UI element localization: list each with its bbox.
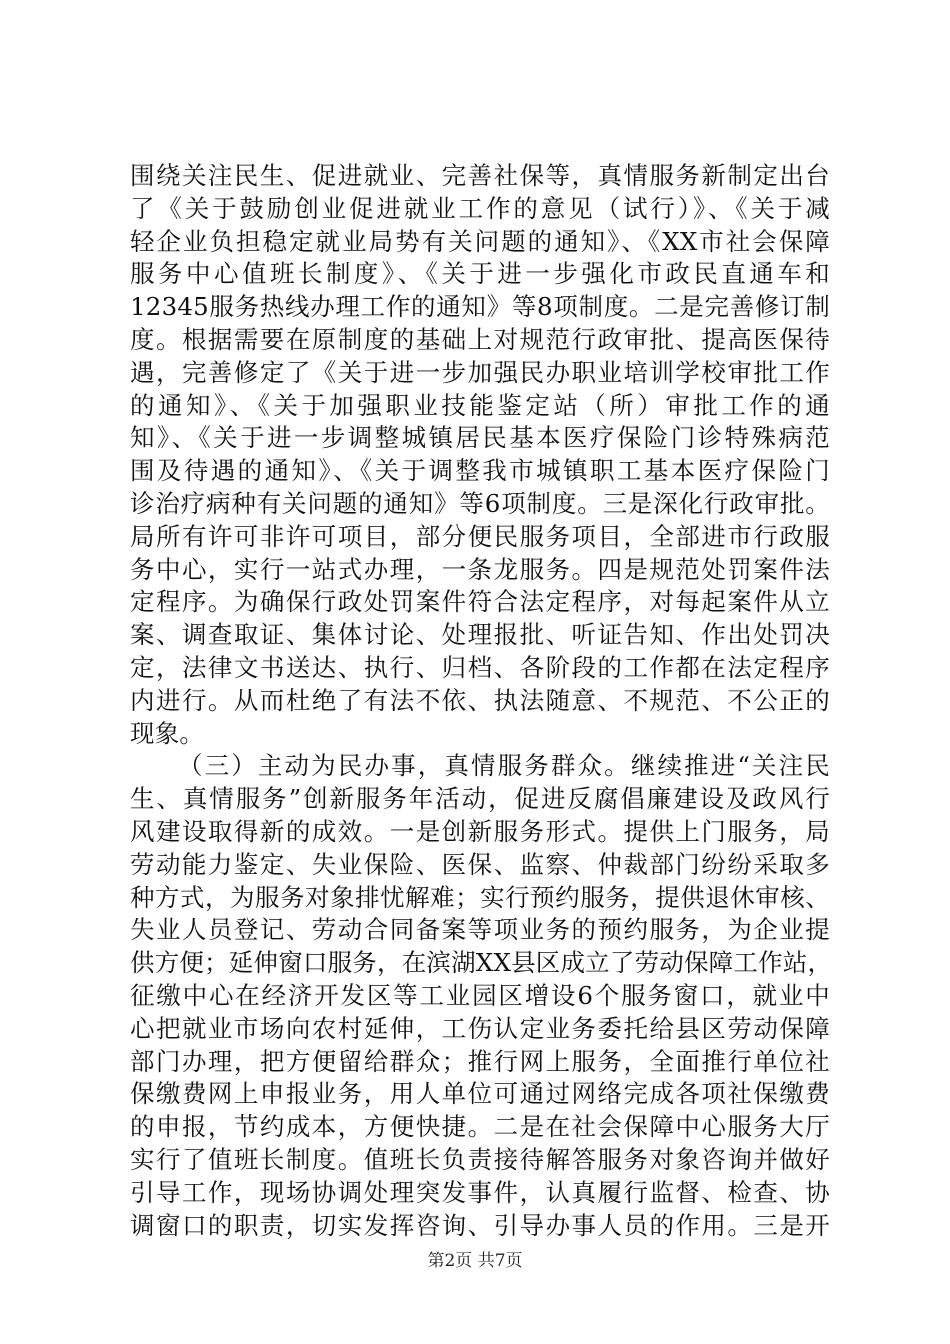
text-line: 内进行。从而杜绝了有法不依、执法随意、不规范、不公正的 (130, 685, 830, 715)
text-line: 轻企业负担稳定就业局势有关问题的通知》、《XX市社会保障 (130, 226, 830, 256)
text-line: 案、调查取证、集体讨论、处理报批、听证告知、作出处罚决 (130, 620, 830, 650)
text-line: 知》、《关于进一步调整城镇居民基本医疗保险门诊特殊病范 (130, 423, 830, 453)
text-line: 定，法律文书送达、执行、归档、各阶段的工作都在法定程序 (130, 652, 830, 682)
text-line: 围绕关注民生、促进就业、完善社保等，真情服务新制定出台 (130, 161, 830, 190)
text-line: 部门办理，把方便留给群众；推行网上服务，全面推行单位社 (130, 1046, 830, 1076)
text-line: 12345服务热线办理工作的通知》等8项制度。二是完善修订制 (130, 292, 830, 322)
text-line: 生、真情服务”创新服务年活动，促进反腐倡廉建设及政风行 (130, 784, 830, 814)
text-line: 风建设取得新的成效。一是创新服务形式。提供上门服务，局 (130, 816, 830, 846)
text-line: 的通知》、《关于加强职业技能鉴定站（所）审批工作的通 (130, 390, 830, 420)
text-line: 心把就业市场向农村延伸，工伤认定业务委托给县区劳动保障 (130, 1013, 830, 1043)
text-line: 务中心，实行一站式办理，一条龙服务。四是规范处罚案件法 (130, 554, 830, 584)
text-line: 现象。 (130, 718, 205, 748)
text-line: 种方式，为服务对象排忧解难；实行预约服务，提供退休审核、 (130, 882, 830, 912)
text-line: 供方便；延伸窗口服务，在滨湖XX县区成立了劳动保障工作站， (130, 948, 833, 978)
page-number-footer: 第2页 共7页 (427, 1251, 523, 1271)
text-line: 诊治疗病种有关问题的通知》等6项制度。三是深化行政审批。 (130, 488, 830, 518)
text-line: 的申报，节约成本，方便快捷。二是在社会保障中心服务大厅 (130, 1112, 830, 1142)
text-line: 服务中心值班长制度》、《关于进一步强化市政民直通车和 (130, 259, 830, 289)
text-line: 定程序。为确保行政处罚案件符合法定程序，对每起案件从立 (130, 587, 830, 617)
text-line: 保缴费网上申报业务，用人单位可通过网络完成各项社保缴费 (130, 1079, 830, 1109)
text-line: 度。根据需要在原制度的基础上对规范行政审批、提高医保待 (130, 324, 830, 354)
text-line: 劳动能力鉴定、失业保险、医保、监察、仲裁部门纷纷采取多 (130, 849, 830, 879)
paragraph-first-line: （三）主动为民办事，真情服务群众。继续推进“关注民 (178, 751, 830, 781)
text-line: 征缴中心在经济开发区等工业园区增设6个服务窗口，就业中 (130, 980, 830, 1010)
text-line: 调窗口的职责，切实发挥咨询、引导办事人员的作用。三是开 (130, 1210, 830, 1240)
text-line: 了《关于鼓励创业促进就业工作的意见（试行）》、《关于减 (130, 193, 830, 223)
body-text (130, 160, 833, 1242)
text-line: 围及待遇的通知》、《关于调整我市城镇职工基本医疗保险门 (130, 456, 830, 486)
text-line: 引导工作，现场协调处理突发事件，认真履行监督、检查、协 (130, 1177, 830, 1207)
text-line: 遇，完善修定了《关于进一步加强民办职业培训学校审批工作 (130, 357, 830, 387)
text-line: 失业人员登记、劳动合同备案等项业务的预约服务，为企业提 (130, 915, 830, 945)
text-line: 实行了值班长制度。值班长负责接待解答服务对象咨询并做好 (130, 1144, 830, 1174)
text-line: 局所有许可非许可项目，部分便民服务项目，全部进市行政服 (130, 521, 830, 551)
